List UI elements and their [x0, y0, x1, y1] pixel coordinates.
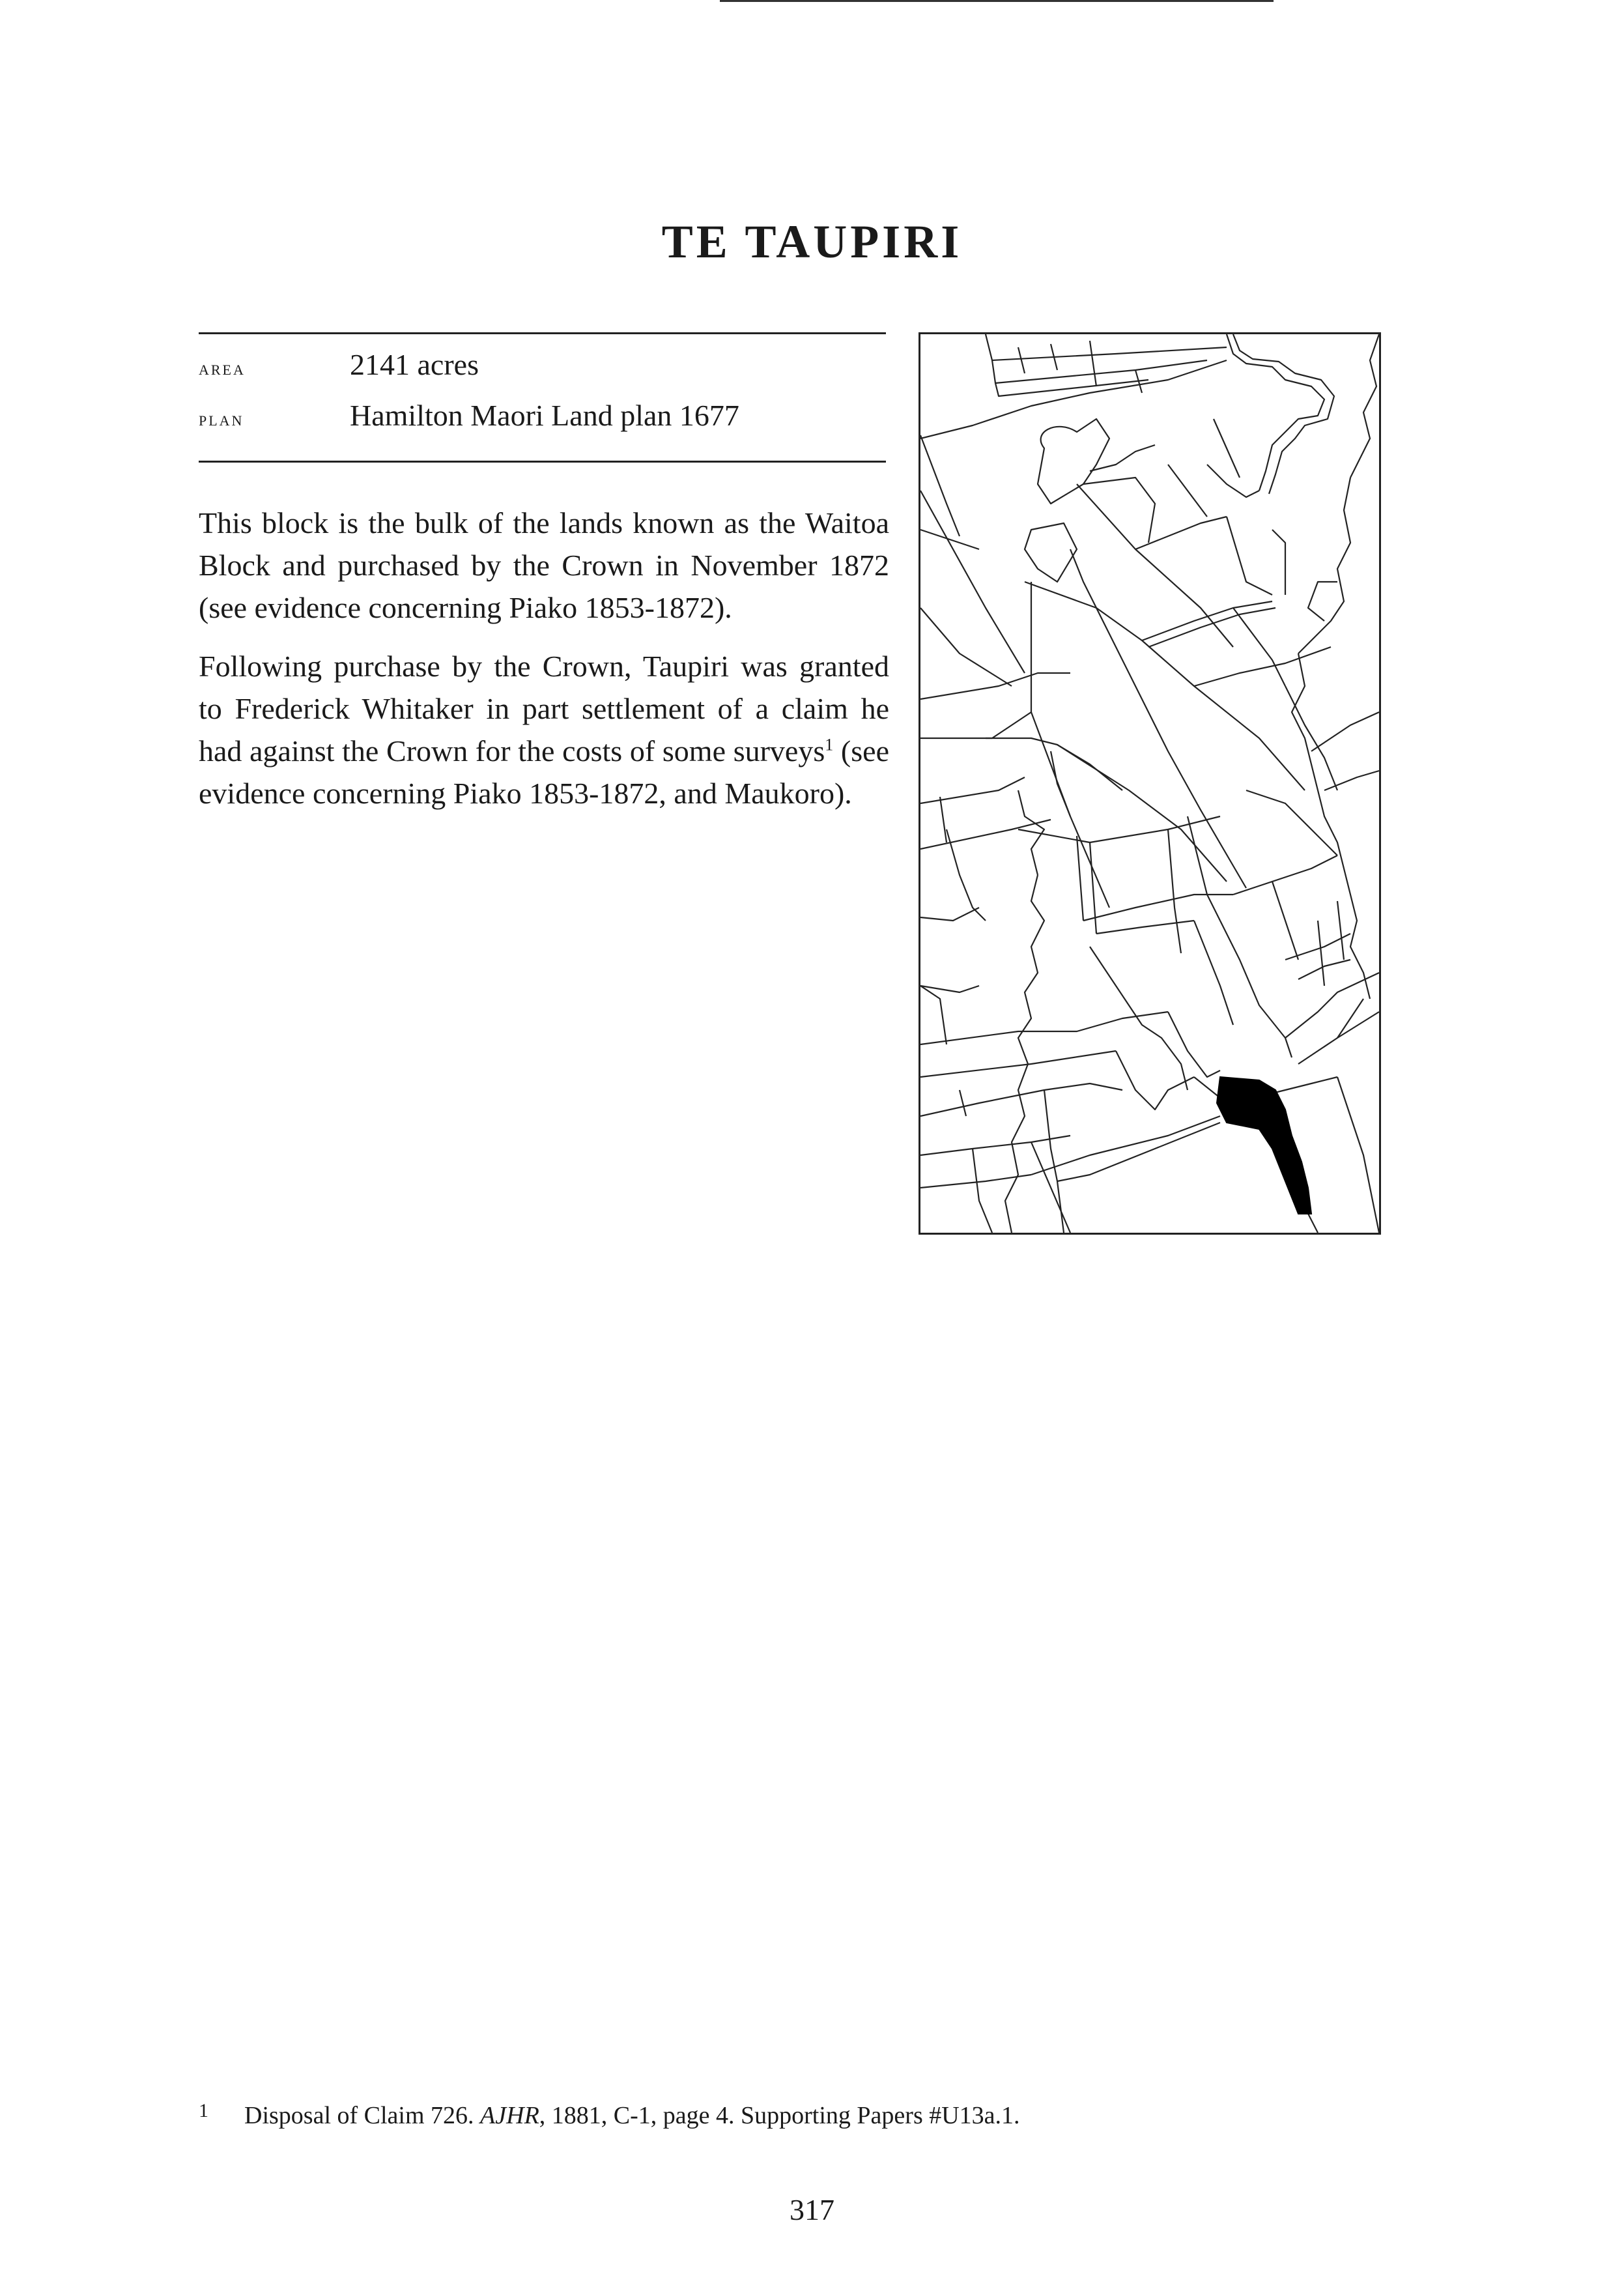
- paragraph-2-text: Following purchase by the Crown, Taupiri was granted to Frederick Whitaker in part settlement of a claim he had against the Crown for the costs of some surveys: [199, 650, 889, 768]
- footnote-text-end: , 1881, C-1, page 4. Supporting Papers #U13a.1.: [539, 2102, 1020, 2129]
- footnote: [199, 2101, 1404, 2130]
- page-number: 317: [790, 2193, 834, 2226]
- plan-value: Hamilton Maori Land plan 1677: [350, 399, 739, 432]
- footnote-text: [244, 2101, 1020, 2130]
- paragraph-2: [199, 645, 889, 814]
- area-value: 2141 acres: [350, 348, 479, 381]
- plan-row: [199, 398, 886, 449]
- footnote-mark: 1: [199, 2100, 208, 2121]
- map-boundaries: [920, 334, 1379, 1233]
- map-svg: [920, 334, 1379, 1233]
- paragraph-2-text-end: (see evidence concerning Piako 1853-1872, and Maukoro).: [199, 734, 889, 810]
- area-label: area: [199, 356, 246, 379]
- body-text: [199, 502, 889, 831]
- footnote-reference[interactable]: 1: [825, 735, 834, 754]
- plan-label: plan: [199, 407, 244, 430]
- paragraph-1: This block is the bulk of the lands known as the Waitoa Block and purchased by the Crown in November 1872 (see evidence concerning Piako 1853-1872).: [199, 506, 889, 624]
- footnote-text-start: Disposal of Claim 726.: [244, 2102, 481, 2129]
- block-details: [199, 332, 886, 463]
- te-taupiri-block-highlight: [1217, 1077, 1311, 1214]
- footnote-source: AJHR: [480, 2102, 539, 2129]
- area-row: [199, 347, 886, 398]
- block-location-map: [919, 332, 1381, 1235]
- top-rule: [720, 0, 1274, 2]
- page-title: TE TAUPIRI: [661, 216, 963, 268]
